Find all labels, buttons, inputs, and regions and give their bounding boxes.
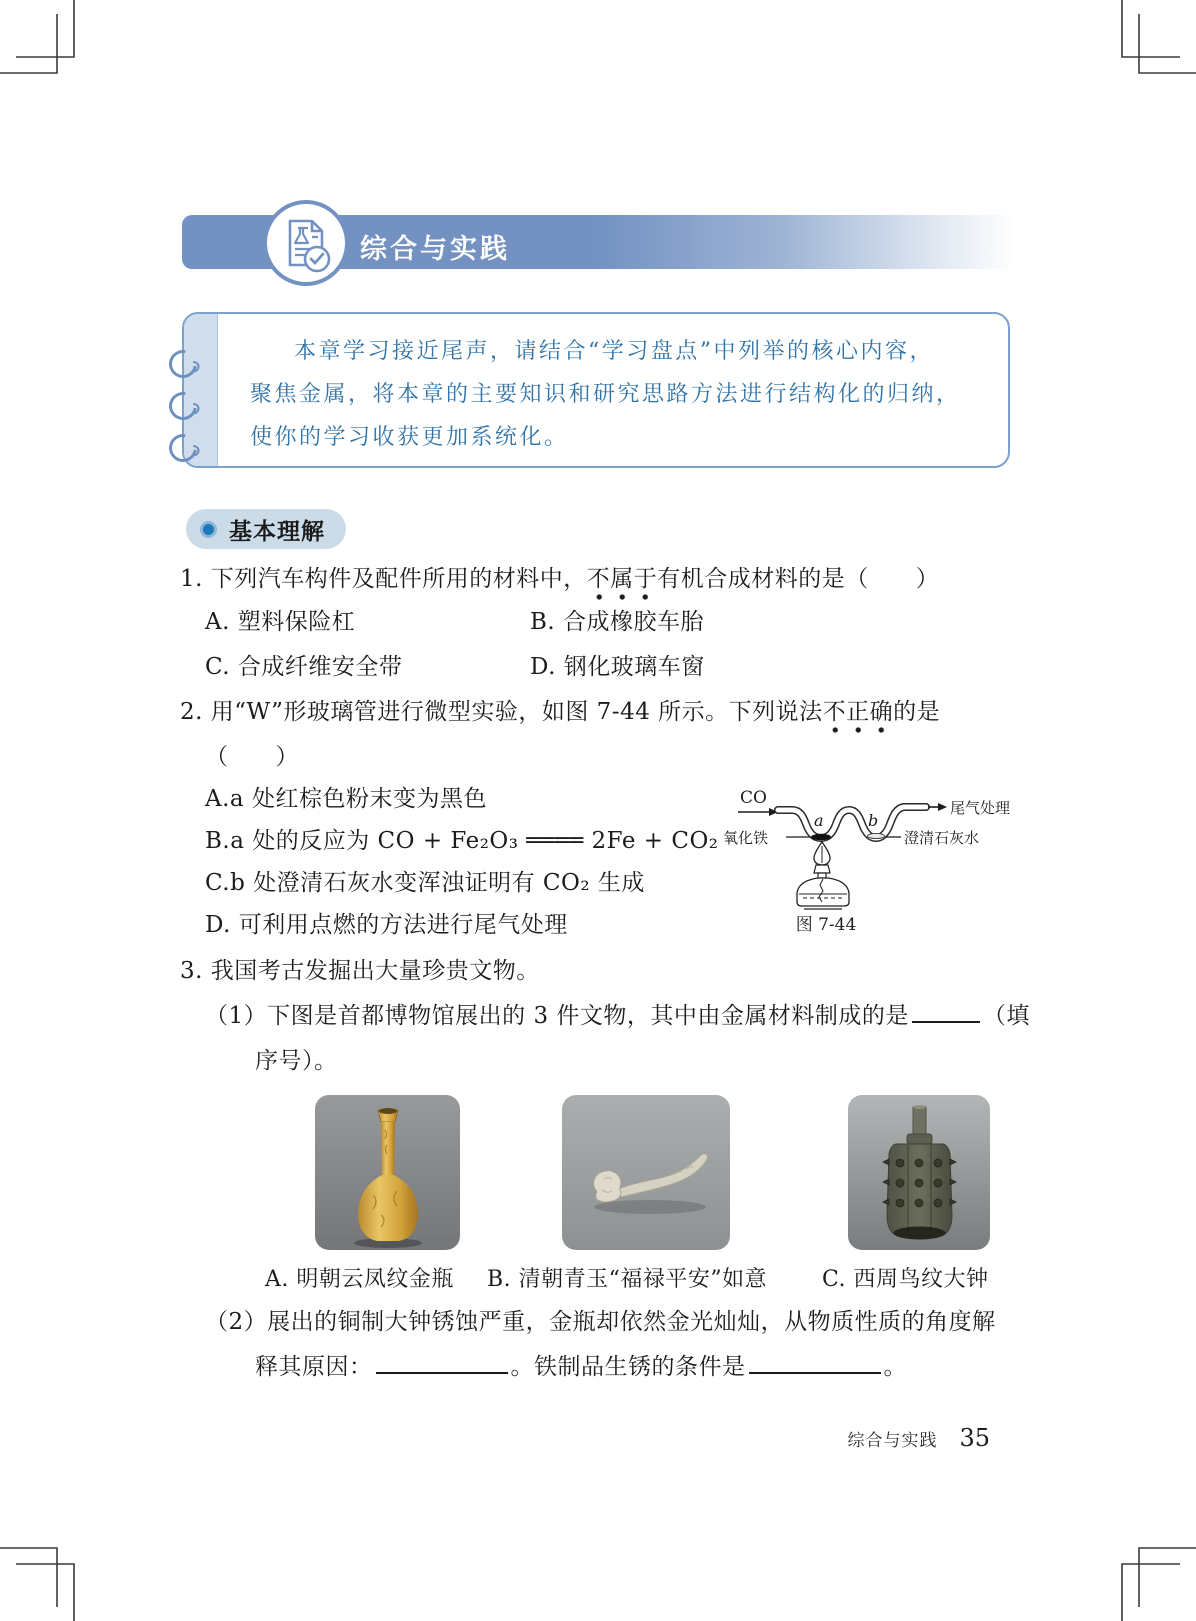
figure-limewater-label: 澄清石灰水 (904, 829, 980, 847)
figure-point-a-label: a (814, 811, 824, 830)
jade-ruyi-image (562, 1095, 730, 1250)
q3-part1-text: 下图是首都博物馆展出的 3 件文物，其中由金属材料制成的是 (267, 1003, 909, 1029)
q2-option-d: D. 可利用点燃的方法进行尾气处理 (205, 912, 568, 938)
artifact-caption-a: A. 明朝云凤纹金瓶 (265, 1267, 454, 1292)
q1-number: 1. (180, 566, 203, 592)
q1-stem-emphasis: 不属于 (587, 566, 658, 601)
arrow-right-icon (938, 803, 947, 811)
figure-7-44 (698, 750, 1013, 944)
cropmark-bottom-right (1116, 1541, 1196, 1621)
q2-stem-tail: 的是 (893, 699, 941, 725)
figure-point-b-label: b (868, 811, 879, 830)
intro-line: 使你的学习收获更加系统化。 (250, 425, 569, 450)
q1-stem (180, 560, 939, 593)
q2-number: 2. (180, 699, 203, 725)
q1-stem-text: 下列汽车构件及配件所用的材料中， (210, 566, 587, 592)
figure-iron-oxide-label: 氧化铁 (723, 829, 769, 847)
section-badge (186, 509, 346, 549)
q3-part2-line2-mid: 。铁制品生锈的条件是 (510, 1354, 746, 1380)
q3-part2-text: 展出的铜制大钟锈蚀严重，金瓶却依然金光灿灿，从物质性质的角度解 (267, 1309, 996, 1335)
figure-gas-in-label: CO (740, 788, 767, 808)
q3-part2-line2-pre: 释其原因： (255, 1354, 373, 1380)
page-title: 综合与实践 (360, 234, 510, 265)
q2-option-a: A.a 处红棕色粉末变为黑色 (205, 786, 487, 812)
document-flask-check-icon (260, 197, 352, 289)
q3-part1-line2: 序号）。 (255, 1048, 338, 1074)
q2-option-c: C.b 处澄清石灰水变浑浊证明有 CO₂ 生成 (205, 870, 645, 896)
page-footer (180, 1424, 990, 1452)
q2-stem-line2: （ ） (205, 744, 299, 770)
cropmark-bottom-left (0, 1541, 80, 1621)
q3-stem (180, 952, 540, 985)
intro-line: 本章学习接近尾声，请结合“学习盘点”中列举的核心内容， (294, 339, 934, 364)
q1-option-b: B. 合成橡胶车胎 (530, 609, 705, 635)
section-badge-label: 基本理解 (229, 518, 325, 545)
bullet-dot-icon (200, 521, 217, 538)
intro-text (250, 330, 985, 459)
figure-caption: 图 7-44 (795, 915, 857, 935)
footer-section-label: 综合与实践 (847, 1431, 938, 1451)
intro-box (182, 312, 1010, 468)
artifact-caption-c: C. 西周鸟纹大钟 (822, 1267, 989, 1292)
figure-tail-gas-label: 尾气处理 (950, 799, 1011, 817)
answer-blank (912, 1000, 980, 1023)
q3-part1-number: （1） (205, 1003, 268, 1029)
q3-part2-number: （2） (205, 1309, 268, 1335)
q2-stem-text: 用“W”形玻璃管进行微型实验，如图 7-44 所示。下列说法 (210, 699, 823, 725)
q2-option-b: B.a 处的反应为 CO + Fe₂O₃ ════ 2Fe + CO₂ (205, 828, 719, 854)
answer-blank (749, 1351, 881, 1374)
iron-oxide-powder (811, 834, 831, 840)
q1-option-c: C. 合成纤维安全带 (205, 654, 403, 680)
q3-part2 (205, 1303, 996, 1336)
bronze-bell-image (848, 1095, 990, 1250)
q3-part2-line2-end: 。 (883, 1354, 907, 1380)
q3-part2-line2 (255, 1348, 907, 1381)
q1-stem-tail: 有机合成材料的是（ ） (657, 566, 940, 592)
cropmark-top-right (1116, 0, 1196, 80)
page-number: 35 (959, 1424, 990, 1452)
gold-bottle-image (315, 1095, 460, 1250)
cropmark-top-left (0, 0, 80, 80)
q2-stem (180, 693, 940, 726)
q1-option-a: A. 塑料保险杠 (205, 609, 356, 635)
section-banner (182, 215, 1010, 269)
q2-stem-emphasis: 不正确 (823, 699, 894, 734)
answer-blank (376, 1351, 508, 1374)
q3-number: 3. (180, 958, 203, 984)
q3-part1 (205, 997, 1030, 1030)
alcohol-lamp (797, 842, 849, 909)
q1-option-d: D. 钢化玻璃车窗 (530, 654, 705, 680)
q3-part1-tail: （填 (982, 1003, 1030, 1029)
limewater-drop (868, 833, 885, 838)
q3-stem-text: 我国考古发掘出大量珍贵文物。 (210, 958, 540, 984)
intro-line: 聚焦金属，将本章的主要知识和研究思路方法进行结构化的归纳， (250, 382, 961, 407)
artifact-caption-b: B. 清朝青玉“福禄平安”如意 (487, 1267, 768, 1292)
